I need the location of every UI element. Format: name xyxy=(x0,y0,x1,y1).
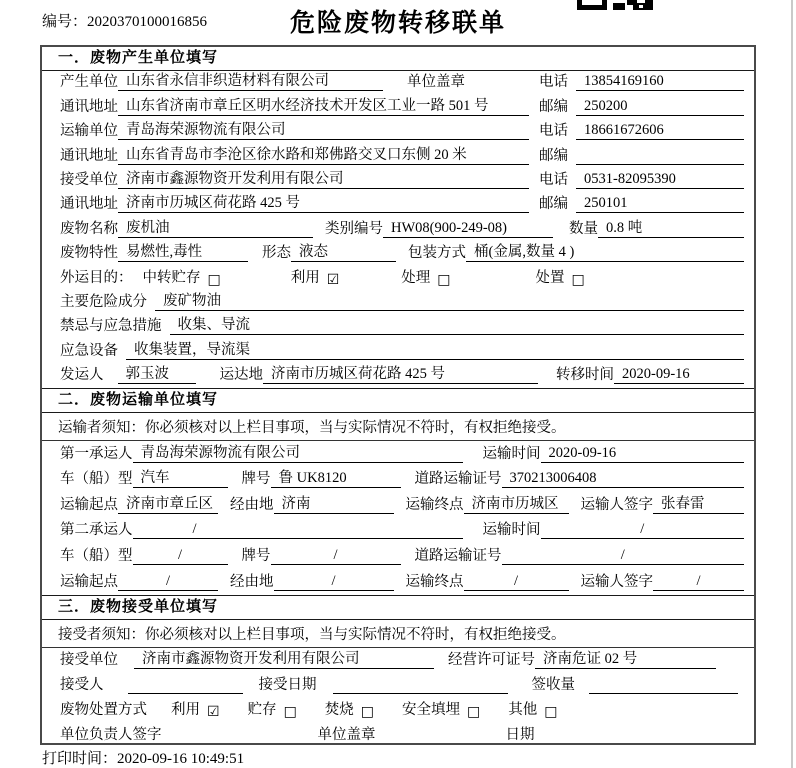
transport-time-label: 运输时间 xyxy=(482,445,541,462)
row-emergency-equipment xyxy=(42,339,754,363)
equipment-label: 应急设备 xyxy=(60,342,118,359)
serial-value: 2020370100016856 xyxy=(87,14,208,30)
section3-heading: 三．废物接受单位填写 xyxy=(42,595,754,620)
hazard-label: 主要危险成分 xyxy=(60,293,147,310)
receiving-unit-value: 济南市鑫源物资开发利用有限公司 xyxy=(118,167,529,189)
row-transfer-purpose xyxy=(42,266,754,290)
row-transporter-address xyxy=(42,144,754,168)
window-edge-divider xyxy=(791,0,793,768)
row-second-carrier xyxy=(42,518,754,544)
row-transport-unit xyxy=(42,120,754,144)
phone-label: 电话 xyxy=(539,123,568,140)
waste-name-value: 废机油 xyxy=(118,216,313,238)
hazard-value: 废矿物油 xyxy=(155,289,744,311)
checkbox-transfer-storage: □ xyxy=(207,271,221,288)
checkbox-incinerate: □ xyxy=(360,703,375,720)
responsible-sign-value xyxy=(192,727,302,744)
unit-stamp-label: 单位盖章 xyxy=(407,74,465,91)
zip-label: 邮编 xyxy=(539,196,568,213)
packing-value: 桶(金属,数量 4 ) xyxy=(466,240,744,262)
receive-date-label: 接受日期 xyxy=(258,676,317,693)
transport-unit-value: 青岛海荣源物流有限公司 xyxy=(118,118,529,140)
address-value: 山东省青岛市李沧区徐水路和郑佛路交叉口东侧 20 米 xyxy=(118,143,529,165)
transport-unit-label: 运输单位 xyxy=(60,123,118,140)
row-disposal-method xyxy=(42,698,754,723)
packing-label: 包装方式 xyxy=(408,245,466,262)
row-vehicle-1 xyxy=(42,467,754,493)
via-label: 经由地 xyxy=(230,573,274,590)
checkbox-dispose: □ xyxy=(571,271,585,288)
row-accepting-unit xyxy=(42,648,754,673)
vehicle-type-value: 汽车 xyxy=(133,466,228,488)
row-waste-character xyxy=(42,242,754,266)
zip-value: 250101 xyxy=(576,195,744,213)
row-hazard-component xyxy=(42,291,754,315)
option-treat: 处理 xyxy=(401,269,431,286)
option-landfill: 安全填埋 xyxy=(402,701,461,718)
transporter-sign-value: / xyxy=(653,573,744,591)
equipment-value: 收集装置，导流渠 xyxy=(126,338,744,360)
second-carrier-label: 第二承运人 xyxy=(60,522,133,539)
option-use: 利用 xyxy=(171,701,200,718)
character-label: 废物特性 xyxy=(60,245,118,262)
row-waste-name xyxy=(42,217,754,241)
via-value: / xyxy=(274,573,394,591)
checkbox-landfill: □ xyxy=(467,703,481,720)
page-title: 危险废物转移联单 xyxy=(289,10,506,37)
address-label: 通讯地址 xyxy=(60,147,118,164)
transporter-sign-label: 运输人签字 xyxy=(580,573,653,590)
quantity-label: 数量 xyxy=(569,220,598,237)
transfer-date-label: 转移时间 xyxy=(556,367,614,384)
receiver-label: 接受人 xyxy=(60,676,104,693)
phone-value: 0531-82095390 xyxy=(576,171,744,189)
shipper-value: 郭玉波 xyxy=(118,362,196,384)
generating-unit-value: 山东省永信非织造材料有限公司 xyxy=(118,69,383,91)
zip-value xyxy=(576,148,744,165)
zip-label: 邮编 xyxy=(539,147,568,164)
date-value xyxy=(549,727,745,744)
row-route-2 xyxy=(42,569,754,595)
endpoint-label: 运输终点 xyxy=(405,573,464,590)
option-incinerate: 焚烧 xyxy=(324,701,354,718)
endpoint-label: 运输终点 xyxy=(405,496,464,513)
address-value: 济南市历城区荷花路 425 号 xyxy=(118,191,529,213)
disposal-method-label: 废物处置方式 xyxy=(60,701,147,718)
vehicle-type-label: 车（船）型 xyxy=(60,471,133,488)
checkbox-store: □ xyxy=(283,703,297,720)
transfer-date-value: 2020-09-16 xyxy=(614,366,744,384)
signed-quantity-value xyxy=(589,677,738,694)
row-first-carrier xyxy=(42,441,754,467)
plate-label: 牌号 xyxy=(241,548,271,565)
date-label: 日期 xyxy=(505,726,535,743)
option-use: 利用 xyxy=(290,269,320,286)
serial-label: 编号： xyxy=(42,14,88,30)
unit-stamp-label: 单位盖章 xyxy=(317,726,376,743)
origin-label: 运输起点 xyxy=(60,496,118,513)
destination-label: 运达地 xyxy=(219,367,263,384)
form-value: 液态 xyxy=(291,240,396,262)
second-carrier-value: / xyxy=(133,521,463,539)
checkbox-treat: □ xyxy=(437,271,451,288)
vehicle-type-value: / xyxy=(133,547,228,565)
row-vehicle-2 xyxy=(42,543,754,569)
taboo-label: 禁忌与应急措施 xyxy=(60,318,162,335)
phone-value: 18661672606 xyxy=(576,122,744,140)
origin-value: / xyxy=(118,573,218,591)
option-store: 贮存 xyxy=(247,701,277,718)
address-label: 通讯地址 xyxy=(60,98,118,115)
responsible-sign-label: 单位负责人签字 xyxy=(60,726,162,743)
checkbox-use-checked: ☑ xyxy=(207,703,220,720)
transport-time-value: 2020-09-16 xyxy=(541,445,745,463)
accepting-unit-value: 济南市鑫源物资开发利用有限公司 xyxy=(134,647,434,669)
generating-unit-label: 产生单位 xyxy=(60,74,118,91)
receiving-unit-label: 接受单位 xyxy=(60,171,118,188)
row-taboo-measures xyxy=(42,315,754,339)
checkbox-other: □ xyxy=(544,703,558,720)
receiver-value xyxy=(128,677,243,694)
license-value: 济南危证 02 号 xyxy=(535,647,716,669)
transport-time-label: 运输时间 xyxy=(482,522,541,539)
address-value: 山东省济南市章丘区明水经济技术开发区工业一路 501 号 xyxy=(118,94,529,116)
taboo-value: 收集、导流 xyxy=(170,313,745,335)
checkbox-use-checked: ☑ xyxy=(326,271,340,288)
section2-heading: 二．废物运输单位填写 xyxy=(42,388,754,413)
origin-label: 运输起点 xyxy=(60,573,118,590)
via-label: 经由地 xyxy=(230,496,274,513)
purpose-label: 外运目的： xyxy=(60,269,133,286)
destination-value: 济南市历城区荷花路 425 号 xyxy=(263,362,538,384)
plate-label: 牌号 xyxy=(241,471,271,488)
transporter-sign-value: 张春雷 xyxy=(653,492,744,514)
transporter-sign-label: 运输人签字 xyxy=(580,496,653,513)
endpoint-value: 济南市历城区 xyxy=(464,492,569,514)
row-shipper xyxy=(42,364,754,388)
category-label: 类别编号 xyxy=(325,220,383,237)
print-time: 打印时间：2020-09-16 10:49:51 xyxy=(42,751,245,767)
shipper-label: 发运人 xyxy=(60,367,104,384)
row-responsible-sign xyxy=(42,723,754,745)
row-generator-address xyxy=(42,95,754,119)
via-value: 济南 xyxy=(274,492,394,514)
road-cert-label: 道路运输证号 xyxy=(414,548,502,565)
road-cert-value: / xyxy=(502,547,745,565)
accepting-unit-label: 接受单位 xyxy=(60,651,118,668)
plate-value: / xyxy=(271,547,401,565)
row-receiver-sign xyxy=(42,673,754,698)
first-carrier-value: 青岛海荣源物流有限公司 xyxy=(133,441,463,463)
address-label: 通讯地址 xyxy=(60,196,118,213)
origin-value: 济南市章丘区 xyxy=(118,492,218,514)
vehicle-type-label: 车（船）型 xyxy=(60,548,133,565)
row-receiving-unit xyxy=(42,169,754,193)
signed-quantity-label: 签收量 xyxy=(531,676,575,693)
manifest-form xyxy=(40,45,756,745)
plate-value: 鲁 UK8120 xyxy=(271,466,401,488)
waste-name-label: 废物名称 xyxy=(60,220,118,237)
option-other: 其他 xyxy=(508,701,538,718)
form-label: 形态 xyxy=(262,245,291,262)
zip-label: 邮编 xyxy=(539,98,568,115)
row-generating-unit xyxy=(42,71,754,95)
first-carrier-label: 第一承运人 xyxy=(60,445,133,462)
qr-code-fragment xyxy=(577,0,653,10)
section1-heading: 一．废物产生单位填写 xyxy=(42,47,754,71)
row-route-1 xyxy=(42,492,754,518)
character-value: 易燃性,毒性 xyxy=(118,240,248,262)
road-cert-value: 370213006408 xyxy=(502,470,745,488)
license-label: 经营许可证号 xyxy=(448,651,535,668)
zip-value: 250200 xyxy=(576,98,744,116)
category-value: HW08(900-249-08) xyxy=(383,220,553,238)
transport-time-value: / xyxy=(541,521,745,539)
quantity-value: 0.8 吨 xyxy=(598,216,744,238)
receiver-notice: 接受者须知：你必须核对以上栏目事项，当与实际情况不符时，有权拒绝接受。 xyxy=(42,620,754,648)
phone-label: 电话 xyxy=(539,74,568,91)
phone-label: 电话 xyxy=(539,171,568,188)
option-transfer-storage: 中转贮存 xyxy=(142,269,201,286)
row-receiver-address xyxy=(42,193,754,217)
phone-value: 13854169160 xyxy=(576,73,744,91)
transporter-notice: 运输者须知：你必须核对以上栏目事项，当与实际情况不符时，有权拒绝接受。 xyxy=(42,413,754,441)
endpoint-value: / xyxy=(464,573,569,591)
option-dispose: 处置 xyxy=(535,269,565,286)
road-cert-label: 道路运输证号 xyxy=(414,471,502,488)
receive-date-value xyxy=(333,677,508,694)
